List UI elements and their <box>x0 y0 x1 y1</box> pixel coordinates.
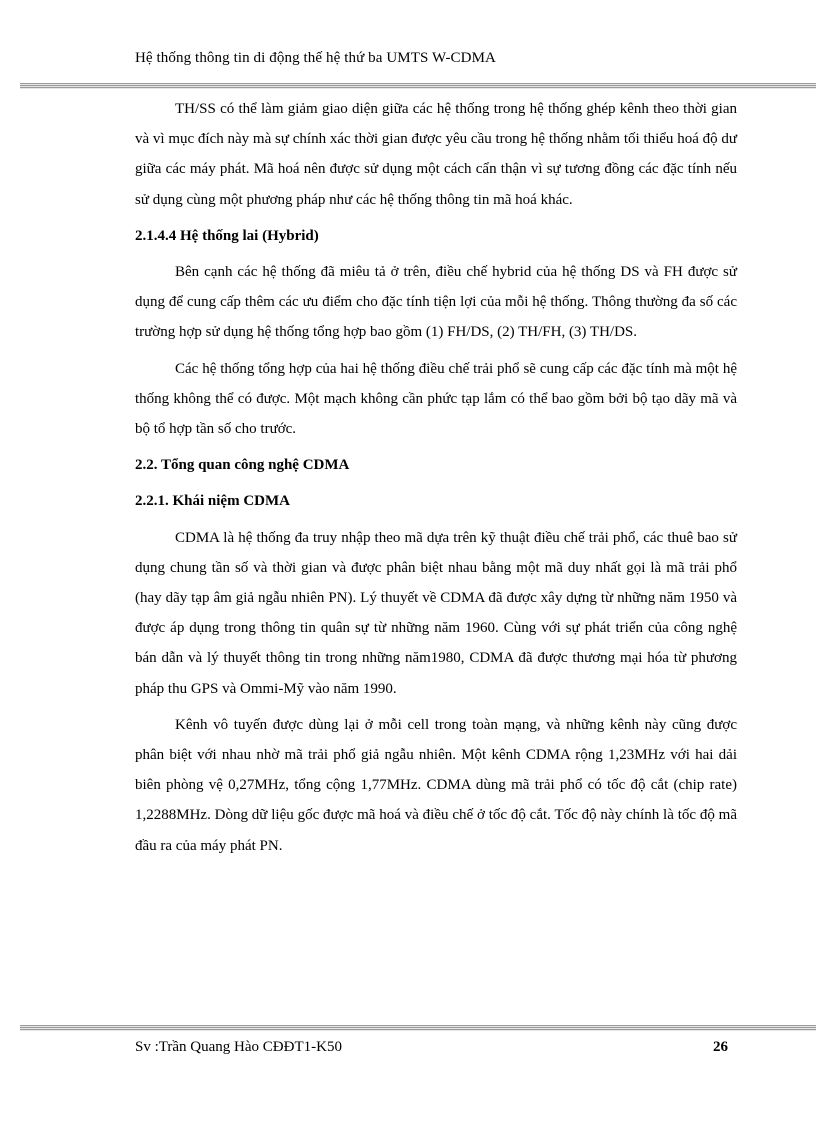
page-number: 26 <box>713 1039 728 1055</box>
page-body <box>135 94 737 861</box>
footer-rule <box>20 1025 816 1031</box>
footer-author: Sv :Trần Quang Hào CĐĐT1-K50 <box>135 1039 342 1055</box>
heading-hybrid: 2.1.4.4 Hệ thống lai (Hybrid) <box>135 227 319 244</box>
paragraph-radio-channel: Kênh vô tuyến được dùng lại ở mỗi cell trong toàn mạng, và những kênh này cũng được phân biệt với nhau nhờ mã trải phổ giả ngẫu nhiên. Một kênh CDMA rộng 1,23MHz với hai dải biên phòng vệ 0,27MHz, tổng cộng 1,77MHz. CDMA dùng mã trải phổ có tốc độ cắt (chip rate) 1,2288MHz. Dòng dữ liệu gốc được mã hoá và điều chế ở tốc độ cắt. Tốc độ này chính là tốc độ mã đầu ra của máy phát PN. <box>135 716 737 854</box>
paragraph-combined-systems: Các hệ thống tổng hợp của hai hệ thống điều chế trải phổ sẽ cung cấp các đặc tính mà một hệ thống không thể có được. Một mạch không cần phức tạp lắm có thể bao gồm bởi bộ tạo dãy mã và bộ tổ hợp tần số cho trước. <box>135 360 737 438</box>
running-header: Hệ thống thông tin di động thế hệ thứ ba UMTS W-CDMA <box>135 50 496 66</box>
paragraph-hybrid: Bên cạnh các hệ thống đã miêu tả ở trên, điều chế hybrid của hệ thống DS và FH được sử dụng để cung cấp thêm các ưu điểm cho đặc tính tiện lợi của mỗi hệ thống. Thông thường đa số các trường hợp sử dụng hệ thống tổng hợp bao gồm (1) FH/DS, (2) TH/FH, (3) TH/DS. <box>135 264 737 341</box>
heading-cdma-concept: 2.2.1. Khái niệm CDMA <box>135 493 290 510</box>
paragraph-cdma-definition: CDMA là hệ thống đa truy nhập theo mã dựa trên kỹ thuật điều chế trải phổ, các thuê bao sử dụng chung tần số và thời gian và được phân biệt nhau bằng một mã duy nhất gọi là mã trải phổ (hay dãy tạp âm giả ngẫu nhiên PN). Lý thuyết về CDMA đã được xây dựng từ những năm 1950 và được áp dụng trong thông tin quân sự từ những năm 1960. Cùng với sự phát triển của công nghệ bán dẫn và lý thuyết thông tin trong những năm1980, CDMA đã được thương mại hóa từ phương pháp thu GPS và Ommi-Mỹ vào năm 1990. <box>135 529 737 697</box>
heading-cdma-overview: 2.2. Tổng quan công nghệ CDMA <box>135 457 350 474</box>
header-rule <box>20 83 816 89</box>
paragraph-th-ss: TH/SS có thể làm giảm giao diện giữa các hệ thống trong hệ thống ghép kênh theo thời gian và vì mục đích này mà sự chính xác thời gian được yêu cầu trong hệ thống nhằm tối thiểu hoá độ dư giữa các máy phát. Mã hoá nên được sử dụng một cách cẩn thận vì sự tương đồng các đặc tính nếu sử dụng cùng một phương pháp như các hệ thống thông tin mã hoá khác. <box>135 101 737 208</box>
